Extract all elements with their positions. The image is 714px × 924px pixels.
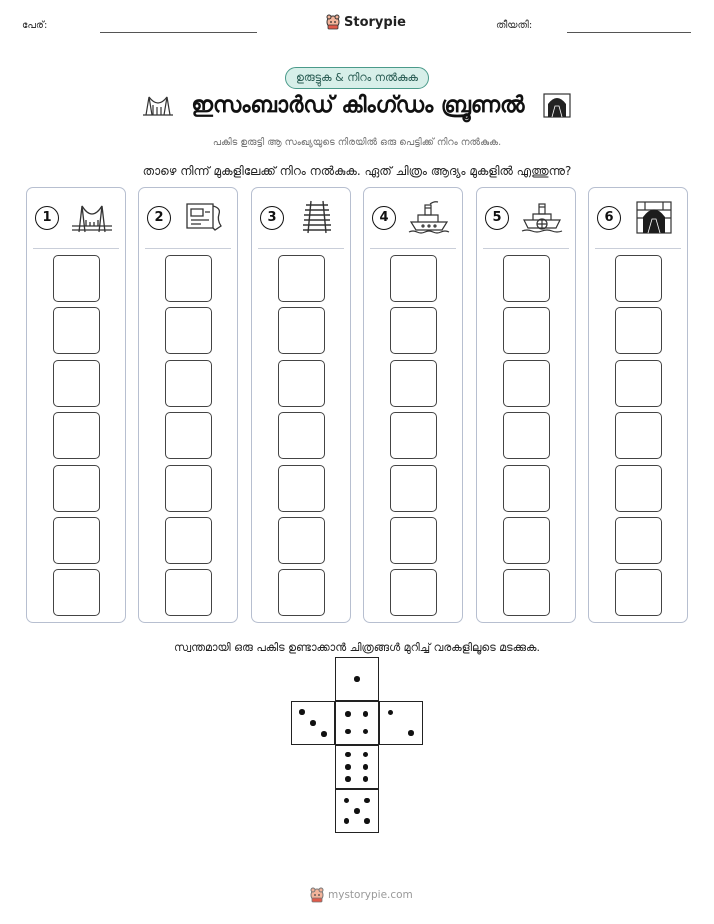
title-bridge-icon [143,93,173,117]
color-box[interactable] [165,465,212,512]
color-box[interactable] [615,412,662,459]
dice-pip [354,808,360,814]
paddle-steamer-icon [521,200,563,234]
color-column-4 [363,187,463,623]
railway-track-icon [296,200,338,234]
color-box[interactable] [165,517,212,564]
page-subtitle: പകിട ഉരുട്ടി ആ സംഖ്യയുടെ നിരയിൽ ഒരു പെട്ടിക്ക് നിറം നൽകുക. [212,137,502,148]
color-box[interactable] [53,307,100,354]
color-box[interactable] [615,517,662,564]
color-box[interactable] [278,307,325,354]
tunnel-icon [633,200,675,234]
color-box[interactable] [165,255,212,302]
color-box[interactable] [390,360,437,407]
color-box[interactable] [278,517,325,564]
color-box[interactable] [390,255,437,302]
color-box[interactable] [278,412,325,459]
color-box[interactable] [278,255,325,302]
dice-pip [345,729,351,735]
column-header [252,188,350,250]
color-box[interactable] [503,412,550,459]
dice-pip [321,731,327,737]
dice-pip [388,710,394,716]
color-box[interactable] [503,307,550,354]
dice-face-2 [379,701,423,745]
dice-pip [345,776,351,782]
color-box[interactable] [615,465,662,512]
column-number: 1 [35,206,59,230]
color-box[interactable] [390,517,437,564]
brand-logo [326,14,406,30]
dice-face-6 [335,745,379,789]
column-divider [370,248,456,249]
footer-mascot-icon [310,887,324,903]
footer-site: mystorypie.com [328,889,413,901]
color-box[interactable] [615,307,662,354]
color-box[interactable] [53,569,100,616]
color-box[interactable] [278,569,325,616]
dice-pip [363,776,369,782]
dice-pip [364,818,370,824]
color-box[interactable] [53,465,100,512]
color-box[interactable] [615,569,662,616]
color-box[interactable] [503,465,550,512]
color-box[interactable] [165,569,212,616]
dice-pip [345,752,351,758]
dice-pip [310,720,316,726]
column-divider [483,248,569,249]
color-column-1 [26,187,126,623]
dice-pip [299,709,305,715]
dice-face-4 [335,701,379,745]
color-box[interactable] [390,412,437,459]
color-box[interactable] [503,517,550,564]
dice-pip [345,764,351,770]
color-box[interactable] [53,517,100,564]
column-number: 6 [597,206,621,230]
column-header [27,188,125,250]
dice-pip [363,764,369,770]
color-box[interactable] [390,465,437,512]
color-column-5 [476,187,576,623]
suspension-bridge-icon [71,200,113,234]
color-box[interactable] [503,360,550,407]
title-tunnel-icon [543,92,571,118]
color-box[interactable] [165,412,212,459]
color-column-2 [138,187,238,623]
page-title: ഇസംബാർഡ് കിംഗ്ഡം ബ്രൂണൽ [191,92,525,118]
dice-instruction: സ്വന്തമായി ഒരു പകിട ഉണ്ടാക്കാൻ ചിത്രങ്ങൾ മുറിച്ച് വരകളിലൂടെ മടക്കുക. [174,641,540,654]
color-box[interactable] [165,307,212,354]
color-box[interactable] [278,465,325,512]
column-number: 3 [260,206,284,230]
column-number: 4 [372,206,396,230]
column-divider [33,248,119,249]
color-box[interactable] [53,412,100,459]
dice-face-5 [335,789,379,833]
activity-badge: ഉരുട്ടുക & നിറം നൽകുക [285,67,429,89]
date-line[interactable] [567,32,691,33]
dice-pip [344,818,350,824]
dice-pip [364,798,370,804]
column-number: 5 [485,206,509,230]
dice-pip [363,752,369,758]
column-header [477,188,575,250]
name-label: പേര്: [22,20,48,31]
dice-pip [345,711,351,717]
column-divider [145,248,231,249]
column-header [364,188,462,250]
storypie-mascot-icon [326,14,340,30]
color-box[interactable] [165,360,212,407]
color-box[interactable] [278,360,325,407]
date-label: തീയതി: [496,20,533,31]
blueprint-map-icon [183,200,225,234]
column-number: 2 [147,206,171,230]
dice-pip [408,730,414,736]
color-box[interactable] [615,255,662,302]
color-box[interactable] [503,255,550,302]
steamship-icon [408,200,450,234]
footer [310,887,413,903]
dice-pip [363,711,369,717]
brand-name: Storypie [344,14,406,30]
column-divider [258,248,344,249]
color-box[interactable] [390,307,437,354]
column-divider [595,248,681,249]
color-box[interactable] [53,255,100,302]
color-box[interactable] [53,360,100,407]
color-column-3 [251,187,351,623]
color-box[interactable] [503,569,550,616]
dice-pip [344,798,350,804]
column-header [589,188,687,250]
color-box[interactable] [615,360,662,407]
dice-face-1 [335,657,379,701]
column-header [139,188,237,250]
dice-pip [363,729,369,735]
dice-face-3 [291,701,335,745]
dice-pip [354,676,360,682]
coloring-question: താഴെ നിന്ന് മുകളിലേക്ക് നിറം നൽകുക. ഏത് ചിത്രം ആദ്യം മുകളിൽ എത്തുന്നു? [142,164,572,178]
name-line[interactable] [100,32,257,33]
color-column-6 [588,187,688,623]
color-box[interactable] [390,569,437,616]
